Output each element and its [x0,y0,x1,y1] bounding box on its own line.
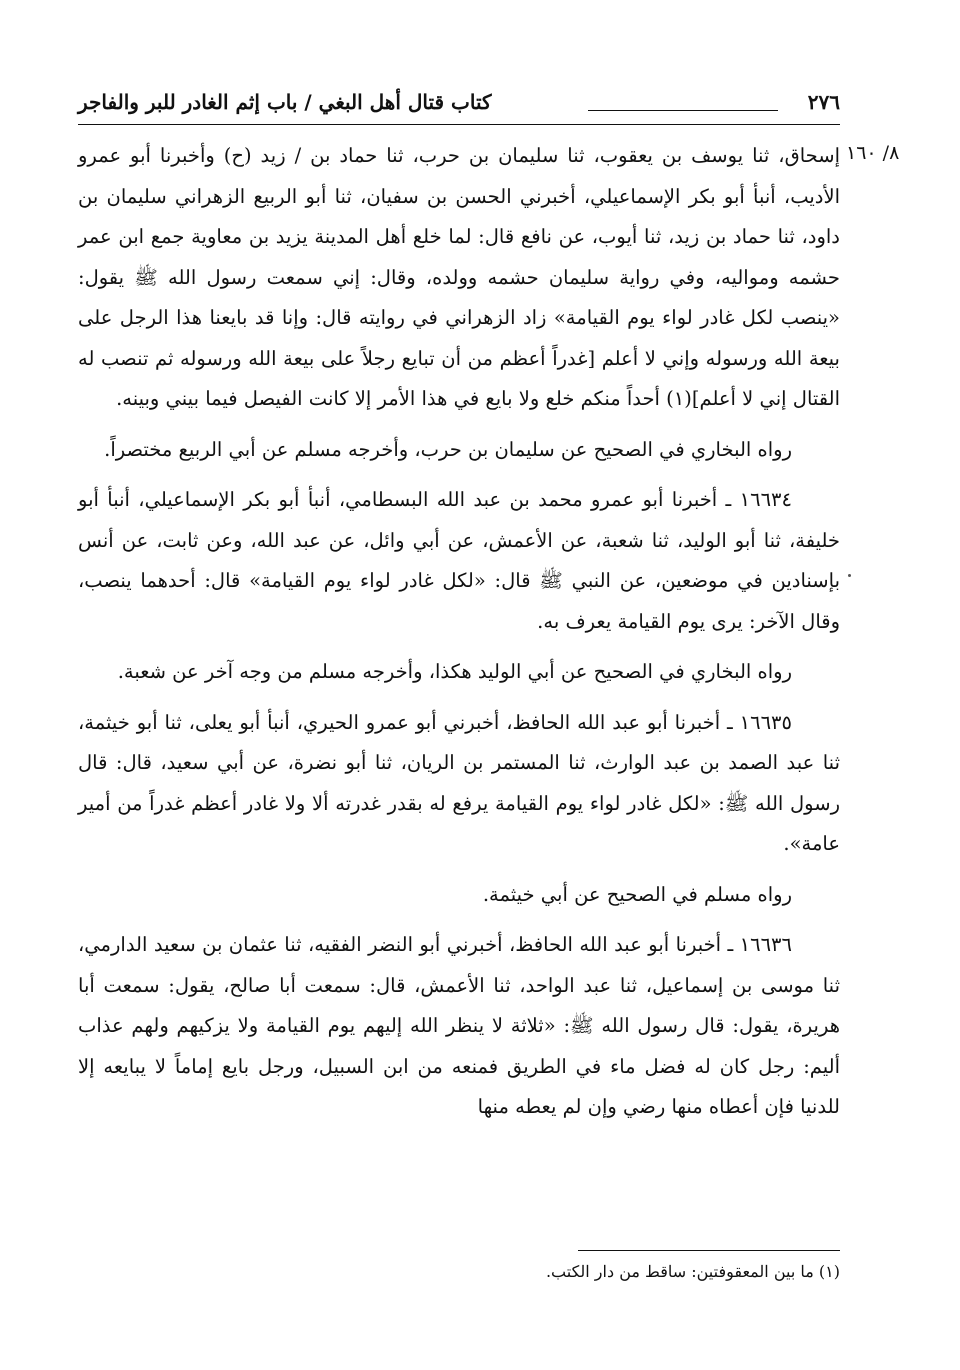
margin-mark [848,574,851,577]
paragraph-hadith-16634: ١٦٦٣٤ ـ أخبرنا أبو عمرو محمد بن عبد الله البسطامي، أنبأ أبو بكر الإسماعيلي، أنبأ أبو خليفة، ثنا أبو الوليد، ثنا شعبة، عن الأعمش، عن أبي وائل، عن عبد الله، وعن ثابت، عن أنس بإسنادين في موضعين، عن النبي ﷺ قال: «لكل غادر لواء يوم القيامة» قال: أحدهما ينصب، وقال الآخر: يرى يوم القيامة يعرف به. [78,488,840,633]
paragraph-narration-note: رواه البخاري في الصحيح عن أبي الوليد هكذا، وأخرجه مسلم من وجه آخر عن شعبة. [117,660,792,683]
header-rule [78,124,840,125]
main-text [78,136,840,1236]
footnote: (١) ما بين المعقوفتين: ساقط من دار الكتب. [545,1262,840,1281]
margin-volume-page-note: ٨/ ١٦٠ [846,142,900,164]
header-line [588,110,778,111]
paragraph-narration-note: رواه البخاري في الصحيح عن سليمان بن حرب، وأخرجه مسلم عن أبي الربيع مختصراً. [104,437,792,461]
running-header [78,88,840,122]
paragraph-hadith-16635: ١٦٦٣٥ ـ أخبرنا أبو عبد الله الحافظ، أخبرني أبو عمرو الحيري، أنبأ أبو يعلى، ثنا أبو خيثمة، ثنا عبد الصمد بن عبد الوارث، ثنا المستمر بن الريان، ثنا أبو نضرة، عن أبي سعيد، قال: قال رسول الله ﷺ: «لكل غادر لواء يوم القيامة يرفع له بقدر غدرته ألا ولا غادر أعظم غدراً من أمير عامة». [78,710,840,855]
paragraph-continuation: إسحاق، ثنا يوسف بن يعقوب، ثنا سليمان بن حرب، ثنا حماد بن / زيد (ح) وأخبرنا أبو عمرو الأديب، أنبأ أبو بكر الإسماعيلي، أخبرني الحسن بن سفيان، ثنا أبو الربيع الزهراني سليمان بن داود، ثنا حماد بن زيد، ثنا أيوب، عن نافع قال: لما خلع أهل المدينة يزيد بن معاوية جمع ابن عمر حشمه ومواليه، وفي رواية سليمان حشمه وولده، وقال: إني سمعت رسول الله ﷺ يقول: «ينصب لكل غادر لواء يوم القيامة» زاد الزهراني في روايته قال: وإنا قد بايعنا هذا الرجل على بيعة الله ورسوله وإني لا أعلم [غدراً أعظم من أن تبايع رجلاً على بيعة الله ورسوله ثم تنصب له القتال إني لا أعلم](١) أحداً منكم خلع ولا بايع في هذا الأمر إلا كانت الفيصل فيما بيني وبينه. [78,144,840,410]
paragraph-narration-note: رواه مسلم في الصحيح عن أبي خيثمة. [482,882,792,906]
footnote-rule [578,1250,840,1251]
header-title: كتاب قتال أهل البغي / باب إثم الغادر للبر والفاجر [78,90,492,114]
page-number: ٢٧٦ [807,90,840,114]
paragraph-hadith-16636: ١٦٦٣٦ ـ أخبرنا أبو عبد الله الحافظ، أخبرني أبو النضر الفقيه، ثنا عثمان بن سعيد الدارمي، ثنا موسى بن إسماعيل، ثنا عبد الواحد، ثنا الأعمش، قال: سمعت أبا صالح، يقول: سمعت أبا هريرة، يقول: قال رسول الله ﷺ: «ثلاثة لا ينظر الله إليهم يوم القيامة ولا يزكيهم ولهم عذاب أليم: رجل كان له فضل ماء في الطريق فمنعه من ابن السبيل، ورجل بايع إماماً لا يبايعه إلا للدنيا فإن أعطاه منها رضي وإن لم يعطه منها [78,933,840,1118]
